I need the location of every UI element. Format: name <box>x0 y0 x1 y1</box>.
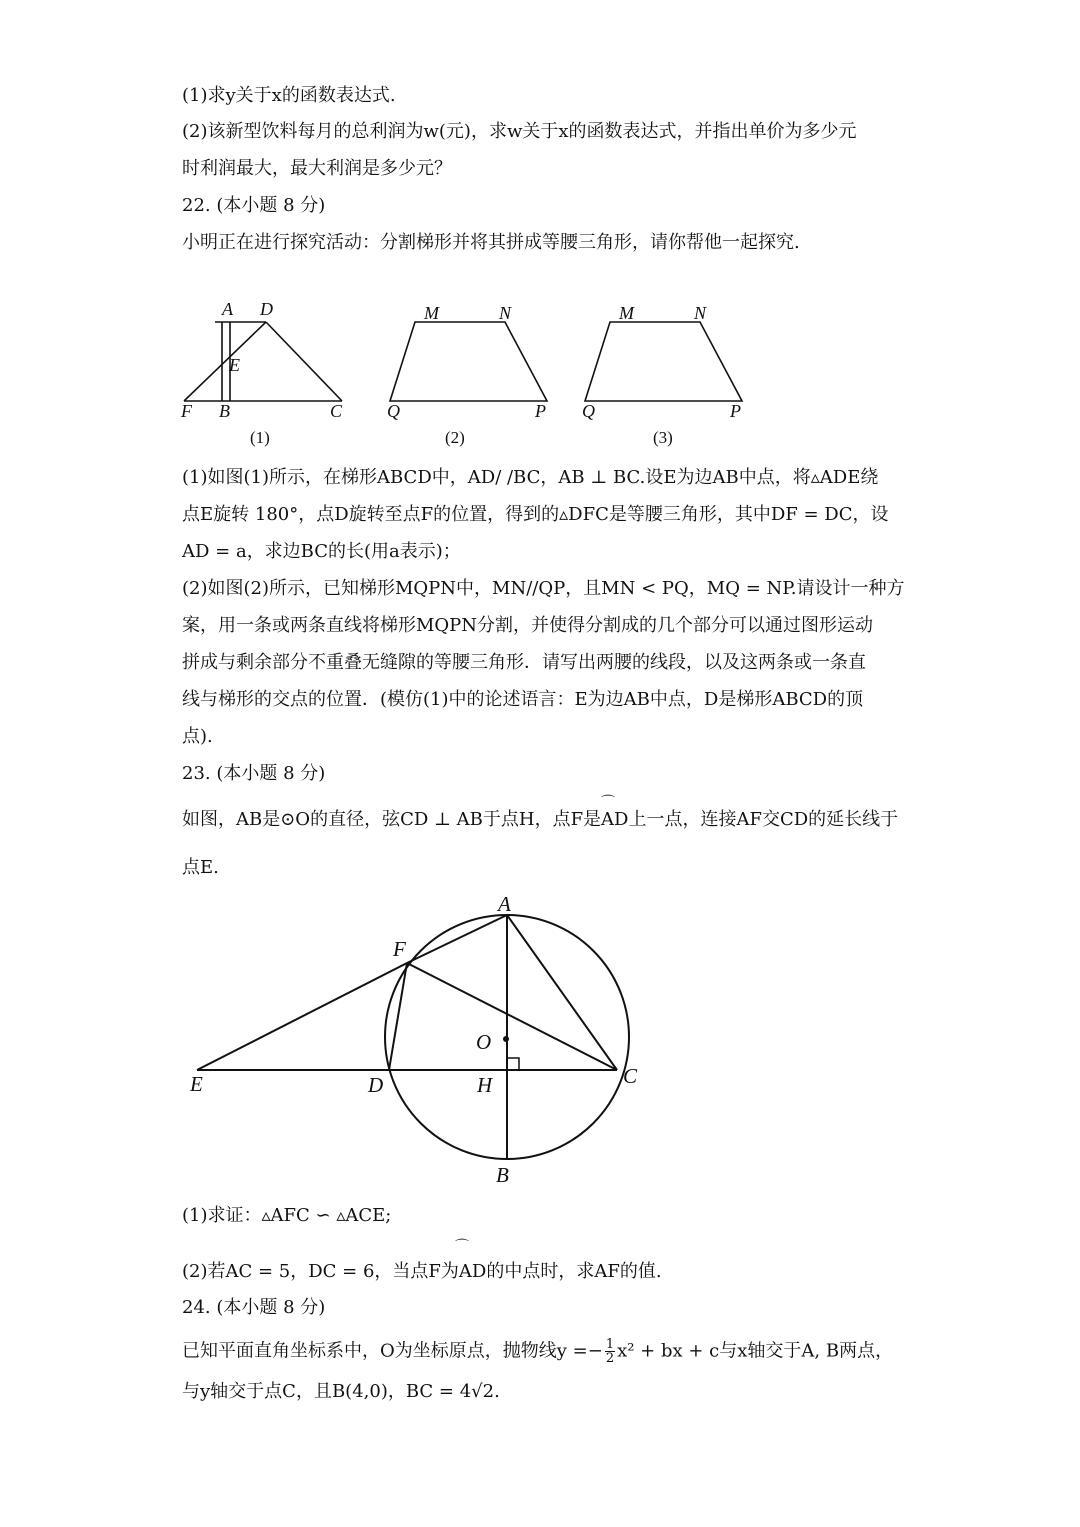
q22-intro: 小明正在进行探究活动：分割梯形并将其拼成等腰三角形，请你帮他一起探究. <box>182 232 800 253</box>
fig3-label-M: M <box>619 303 634 323</box>
q21-part1: (1)求y关于x的函数表达式. <box>182 85 396 106</box>
right-angle-mark <box>507 1058 519 1070</box>
q24-line1-end: x² + bx + c与x轴交于A, B两点， <box>617 1340 894 1362</box>
q22-p2-line5: 点). <box>182 726 213 747</box>
label-H: H <box>477 1073 493 1097</box>
label-E: E <box>190 1072 203 1096</box>
fig2-label-M: M <box>424 303 439 323</box>
fig1-label-F: F <box>181 401 192 421</box>
segment-EF <box>197 963 407 1070</box>
fig1-label-E: E <box>229 355 240 375</box>
fig1-segment-DC <box>266 322 342 401</box>
q22-p1-line3: AD = a，求边BC的长(用a表示)； <box>182 541 461 562</box>
label-A: A <box>498 892 511 916</box>
fig2-label-N: N <box>499 303 512 323</box>
q22-p2-line1: (2)如图(2)所示，已知梯形MQPN中，MN//QP，且MN < PQ，MQ = NP.请设计一种方 <box>182 578 905 599</box>
q22-p2-line4: 线与梯形的交点的位置．(模仿(1)中的论述语言：E为边AB中点，D是梯形ABCD的顶 <box>182 689 864 710</box>
fig1-label-D: D <box>260 299 273 319</box>
fig1-segment-FD <box>184 322 266 401</box>
label-B: B <box>496 1163 509 1187</box>
q22-trapezoid-figures <box>170 295 760 455</box>
center-point-O <box>503 1036 509 1042</box>
segment-FA <box>407 915 507 963</box>
segment-FC <box>407 963 617 1070</box>
label-F: F <box>393 937 406 961</box>
fig2-label-P: P <box>535 401 546 421</box>
q23-intro-line2: 点E. <box>182 857 219 878</box>
q23-arc-mark: ⌒ <box>601 795 615 811</box>
fig3-label-Q: Q <box>582 401 595 421</box>
q24-line1-start: 已知平面直角坐标系中，O为坐标原点，抛物线y =− <box>182 1340 603 1362</box>
label-O: O <box>476 1030 492 1054</box>
q21-part2-line1: (2)该新型饮料每月的总利润为w(元)，求w关于x的函数表达式，并指出单价为多少元 <box>182 121 857 142</box>
fig1-label-B: B <box>219 401 230 421</box>
label-D: D <box>368 1073 384 1097</box>
fig3-label-P: P <box>730 401 741 421</box>
fig2-label-Q: Q <box>387 401 400 421</box>
fig1-label-A: A <box>222 299 233 319</box>
q22-p1-line1: (1)如图(1)所示，在梯形ABCD中，AD/ /BC，AB ⊥ BC.设E为边AB中点，将▵ADE绕 <box>182 467 879 488</box>
fig2-trapezoid <box>390 322 547 401</box>
label-C: C <box>623 1064 638 1088</box>
q23-circle-figure <box>180 890 660 1190</box>
q23-part1: (1)求证：▵AFC ∽ ▵ACE; <box>182 1205 392 1226</box>
fig3-label-N: N <box>694 303 707 323</box>
q24-header: 24. (本小题 8 分) <box>182 1297 326 1318</box>
q23-intro-line1: 如图，AB是⊙O的直径，弦CD ⊥ AB于点H，点F是AD上一点，连接AF交CD的延长线于 <box>182 809 899 830</box>
q23-part2: (2)若AC = 5，DC = 6，当点F为AD的中点时，求AF的值. <box>182 1261 662 1282</box>
q24-line2: 与y轴交于点C，且B(4,0)，BC = 4√2. <box>182 1381 500 1402</box>
fig1-label-C: C <box>330 401 343 421</box>
q22-p2-line3: 拼成与剩余部分不重叠无缝隙的等腰三角形．请写出两腰的线段，以及这两条或一条直 <box>182 652 866 673</box>
q23-part2-arc-mark: ⌒ <box>455 1239 469 1255</box>
q22-header: 22. (本小题 8 分) <box>182 195 326 216</box>
fig3-trapezoid <box>585 322 742 401</box>
q21-part2-line2: 时利润最大，最大利润是多少元？ <box>182 158 452 179</box>
segment-AC <box>507 915 617 1070</box>
fig1-caption: (1) <box>250 428 270 447</box>
q24-line1 <box>182 1338 893 1365</box>
segment-FD <box>389 963 407 1070</box>
fig2-caption: (2) <box>445 428 465 447</box>
q22-p1-line2: 点E旋转 180°，点D旋转至点F的位置，得到的▵DFC是等腰三角形，其中DF = DC，设 <box>182 504 889 525</box>
q24-fraction-denominator: 2 <box>605 1351 615 1366</box>
q23-header: 23. (本小题 8 分) <box>182 763 326 784</box>
q22-p2-line2: 案，用一条或两条直线将梯形MQPN分割，并使得分割成的几个部分可以通过图形运动 <box>182 615 874 636</box>
q24-fraction <box>605 1338 615 1365</box>
q24-fraction-numerator: 1 <box>605 1337 615 1352</box>
fig3-caption: (3) <box>653 428 673 447</box>
